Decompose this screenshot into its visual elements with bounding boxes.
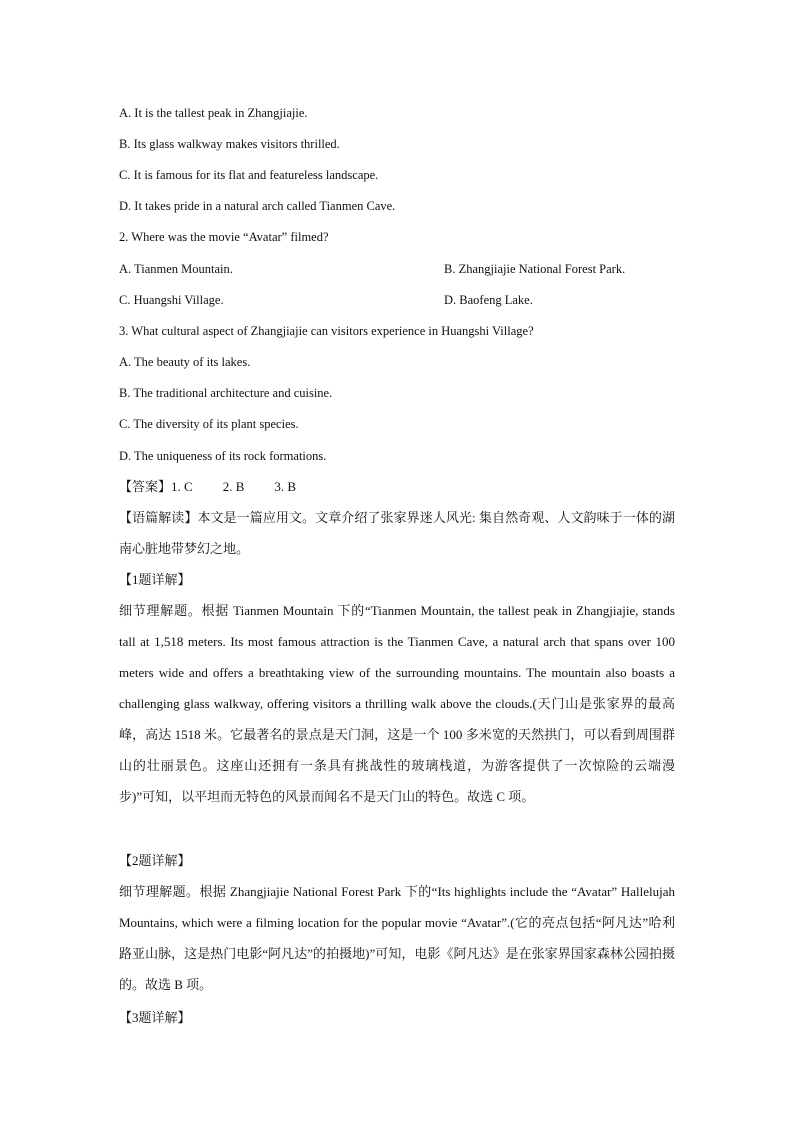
q3-question: 3. What cultural aspect of Zhangjiajie can visitors experience in Huangshi Village? [119, 324, 534, 338]
q1-option-a: A. It is the tallest peak in Zhangjiajie. [119, 106, 308, 120]
detail-3-heading: 【3题详解】 [119, 1010, 191, 1025]
q1-option-c: C. It is famous for its flat and featureless landscape. [119, 168, 379, 182]
detail-1-text: 细节理解题。根据 Tianmen Mountain 下的“Tianmen Mountain, the tallest peak in Zhangjiajie, stands tall at 1,518 meters. Its most famous attraction is the Tianmen Cave, a natural arch that spans over 100 meters wide and offers a breathtaking view of the surrounding mountains. The mountain also boasts a challenging glass walkway, offering visitors a thrilling walk above the clouds.(天门山是张家界的最高峰，高达 1518 米。它最著名的景点是天门洞，这是一个 100 多米宽的天然拱门，可以看到周围群山的壮丽景色。这座山还拥有一条具有挑战性的玻璃栈道，为游客提供了一次惊险的云端漫步)”可知，以平坦而无特色的风景而闻名不是天门山的特色。故选 C 项。 [119, 603, 675, 804]
detail-1-heading: 【1题详解】 [119, 572, 191, 587]
answer-line [119, 479, 326, 495]
detail-2-heading: 【2题详解】 [119, 853, 191, 868]
q2-option-b: B. Zhangjiajie National Forest Park. [444, 262, 626, 276]
reading-text: 本文是一篇应用文。文章介绍了张家界迷人风光: 集自然奇观、人文韵味于一体的湖南心脏地带梦幻之地。 [119, 510, 675, 556]
answer-label: 【答案】 [119, 479, 172, 494]
q3-option-b: B. The traditional architecture and cuisine. [119, 386, 333, 400]
q3-option-d: D. The uniqueness of its rock formations. [119, 449, 327, 463]
answer-item-2: 2. B [222, 479, 245, 494]
q2-option-d: D. Baofeng Lake. [444, 293, 533, 307]
q2-question: 2. Where was the movie “Avatar” filmed? [119, 230, 329, 244]
q1-option-b: B. Its glass walkway makes visitors thrilled. [119, 137, 340, 151]
answer-item-1: 1. C [171, 479, 193, 494]
q3-option-a: A. The beauty of its lakes. [119, 355, 251, 369]
answer-item-3: 3. B [274, 479, 297, 494]
detail-2-text: 细节理解题。根据 Zhangjiajie National Forest Park 下的“Its highlights include the “Avatar” Hallelujah Mountains, which were a filming location for the popular movie “Avatar”.(它的亮点包括“阿凡达”哈利路亚山脉，这是热门电影“阿凡达”的拍摄地)”可知，电影《阿凡达》是在张家界国家森林公园拍摄的。故选 B 项。 [119, 884, 675, 992]
reading-paragraph [119, 502, 675, 564]
q1-option-d: D. It takes pride in a natural arch called Tianmen Cave. [119, 199, 396, 213]
q2-option-c: C. Huangshi Village. [119, 293, 224, 307]
reading-label: 【语篇解读】 [119, 510, 198, 525]
q3-option-c: C. The diversity of its plant species. [119, 417, 299, 431]
q2-option-a: A. Tianmen Mountain. [119, 262, 233, 276]
